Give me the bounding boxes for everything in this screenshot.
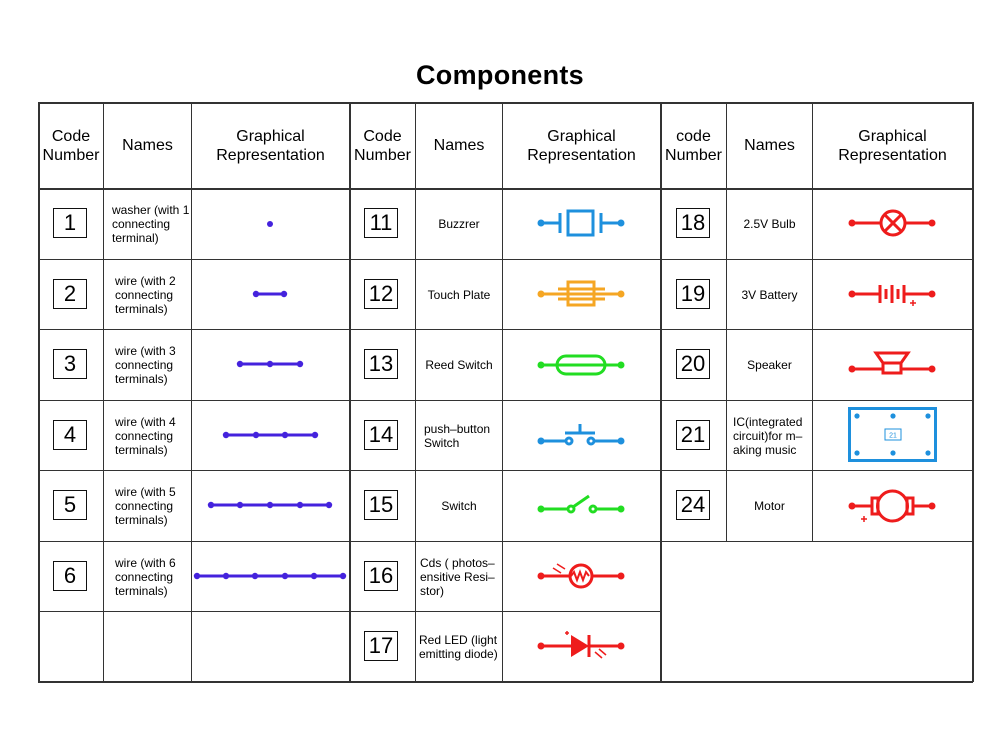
code-number-box: 12 (364, 279, 398, 309)
wire-5-terminal-icon (200, 491, 340, 521)
code-number-box: 15 (364, 490, 398, 520)
component-name: IC(integrated circuit)for m– aking music (733, 415, 803, 457)
component-name: Motor (754, 499, 785, 513)
photoresistor-icon (535, 558, 630, 592)
bulb-icon (846, 207, 941, 239)
header-graphical-representation: Graphical Representation (527, 127, 636, 164)
table-rule (191, 102, 192, 682)
touch-plate-icon (535, 278, 630, 310)
washer-symbol-icon (200, 210, 340, 240)
header-graphical-representation: Graphical Representation (838, 127, 947, 164)
code-number-box: 4 (53, 420, 87, 450)
code-number-box: 2 (53, 279, 87, 309)
table-rule (103, 102, 104, 682)
code-number-box: 19 (676, 279, 710, 309)
table-rule (38, 681, 973, 683)
code-number-box: 21 (676, 420, 710, 450)
code-number-box: 6 (53, 561, 87, 591)
table-rule (38, 102, 40, 682)
switch-icon (535, 491, 630, 523)
component-name: washer (with 1 connecting terminal) (112, 203, 190, 245)
table-rule (972, 102, 974, 682)
component-name: wire (with 3 connecting terminals) (115, 344, 176, 386)
code-number-box: 16 (364, 561, 398, 591)
component-name: Speaker (747, 358, 792, 372)
page-title: Components (416, 60, 584, 90)
code-number-box: 1 (53, 208, 87, 238)
component-name: Touch Plate (427, 288, 491, 302)
component-name: Buzzrer (438, 217, 480, 231)
motor-icon (846, 487, 941, 527)
header-code-number: Code Number (42, 127, 100, 164)
header-names: Names (433, 137, 485, 154)
code-number-box: 17 (364, 631, 398, 661)
component-name: Cds ( photos– ensitive Resi– stor) (420, 556, 495, 598)
header-code-number: code Number (665, 127, 722, 164)
wire-4-terminal-icon (200, 421, 340, 451)
header-graphical-representation: Graphical Representation (216, 127, 325, 164)
led-icon (535, 629, 630, 663)
component-name: Switch (441, 499, 477, 513)
push-button-switch-icon (535, 420, 630, 452)
wire-6-terminal-icon (192, 562, 348, 592)
ic-chip-icon (848, 407, 938, 463)
speaker-icon (846, 349, 941, 381)
component-name: wire (with 5 connecting terminals) (115, 485, 176, 527)
wire-3-terminal-icon (200, 350, 340, 380)
component-name: 3V Battery (741, 288, 798, 302)
table-rule (502, 102, 503, 682)
header-names: Names (744, 137, 795, 154)
component-name: Red LED (light emitting diode) (419, 633, 498, 661)
code-number-box: 20 (676, 349, 710, 379)
code-number-box: 14 (364, 420, 398, 450)
component-name: 2.5V Bulb (743, 217, 796, 231)
buzzer-icon (535, 207, 630, 239)
battery-icon (846, 278, 941, 312)
code-number-box: 3 (53, 349, 87, 379)
header-code-number: Code Number (354, 127, 411, 164)
reed-switch-icon (535, 349, 630, 381)
code-number-box: 13 (364, 349, 398, 379)
ic-chip-label: 21 (889, 432, 897, 440)
component-name: Reed Switch (425, 358, 493, 372)
code-number-box: 18 (676, 208, 710, 238)
table-rule (660, 102, 662, 682)
code-number-box: 24 (676, 490, 710, 520)
code-number-box: 5 (53, 490, 87, 520)
code-number-box: 11 (364, 208, 398, 238)
wire-2-terminal-icon (200, 280, 340, 310)
component-name: wire (with 4 connecting terminals) (115, 415, 176, 457)
component-name: push–button Switch (424, 422, 491, 450)
table-rule (349, 102, 351, 682)
component-name: wire (with 2 connecting terminals) (115, 274, 176, 316)
header-names: Names (122, 137, 173, 154)
component-name: wire (with 6 connecting terminals) (115, 556, 176, 598)
